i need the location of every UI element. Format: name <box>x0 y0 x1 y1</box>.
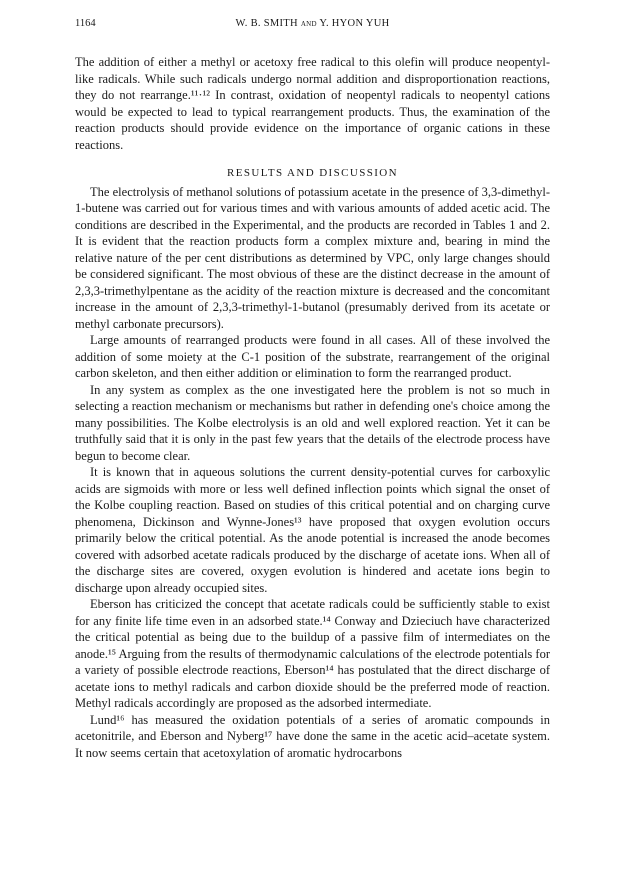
paragraph-eberson: Eberson has criticized the concept that acetate radicals could be sufficiently stable to exist for any finite life time even in an adsorbed state.¹⁴ Conway and Dzieciuch have characterized the critical potential as being due to the buildup of a passive film of intermediates on the anode.¹⁵ Arguing from the results of thermodynamic calculations of the electrode potentials for a variety of possible electrode reactions, Eberson¹⁴ has postulated that the direct discharge of acetate ions to methyl radicals and carbon dioxide should be the preferred mode of reaction. Methyl radicals accordingly are proposed as the adsorbed intermediate. <box>75 597 550 710</box>
section-heading: RESULTS AND DISCUSSION <box>227 167 398 179</box>
page-number: 1164 <box>75 18 96 29</box>
running-head <box>75 18 550 34</box>
article-body <box>75 54 550 761</box>
paragraph-rearranged-products: Large amounts of rearranged products were found in all cases. All of these involved the addition of some moiety at the C-1 position of the substrate, rearrangement of the original carbon skeleton, and then either addition or elimination to form the rearranged product. <box>75 333 550 380</box>
paragraph-critical-potential: It is known that in aqueous solutions the current density-potential curves for carboxylic acids are sigmoids with more or less well defined inflection points which signal the onset of the Kolbe coupling reaction. Based on studies of this critical potential and on charging curve phenomena, Dickinson and Wynne-Jones¹³ have proposed that oxygen evolution occurs primarily below the critical potential. As the anode potential is increased the anode becomes covered with adsorbed acetate radicals produced by the discharge of acetate ions. When all of the discharge sites are covered, oxygen evolution is hindered and acetate ions begin to discharge upon already occupied sites. <box>75 465 550 595</box>
paragraph-kolbe: In any system as complex as the one investigated here the problem is not so much in selecting a reaction mechanism or mechanisms but rather in defending one's choice among the many possibilities. The Kolbe electrolysis is an old and well explored reaction. Yet it can be truthfully said that it is only in the past few years that the details of the electrode process have begun to become clear. <box>75 382 550 463</box>
running-head-authors: W. B. SMITH and Y. HYON YUH <box>235 18 390 29</box>
paragraph-lund: Lund¹⁶ has measured the oxidation potentials of a series of aromatic compounds in acetonitrile, and Eberson and Nyberg¹⁷ have done the same in the acetic acid–acetate system. It now seems certain that acetoxylation of aromatic hydrocarbons <box>75 712 550 760</box>
paragraph-intro: The addition of either a methyl or acetoxy free radical to this olefin will produce neopentyl-like radicals. While such radicals undergo normal addition and disproportionation reactions, they do not rearrange.¹¹·¹² In contrast, oxidation of neopentyl radicals to neopentyl cations would be expected to lead to typical rearrangement products. Thus, the examination of the reaction products should provide evidence on the importance of organic cations in these reactions. <box>75 55 550 152</box>
paragraph-electrolysis: The electrolysis of methanol solutions of potassium acetate in the presence of 3,3-dimethyl-1-butene was carried out for various times and with various amounts of added acetic acid. The conditions are described in the Experimental, and the products are recorded in Tables 1 and 2. It is evident that the reaction products form a complex mixture and, bearing in mind the relative nature of the per cent distributions as determined by VPC, only large changes should be considered significant. The most obvious of these are the distinct decrease in the amount of 2,3,3-trimethylpentane as the acidity of the reaction mixture is decreased and the concomitant increase in the amount of 2,3,3-trimethyl-1-butanol (presumably derived from its acetate or methyl carbonate precursors). <box>75 184 550 331</box>
